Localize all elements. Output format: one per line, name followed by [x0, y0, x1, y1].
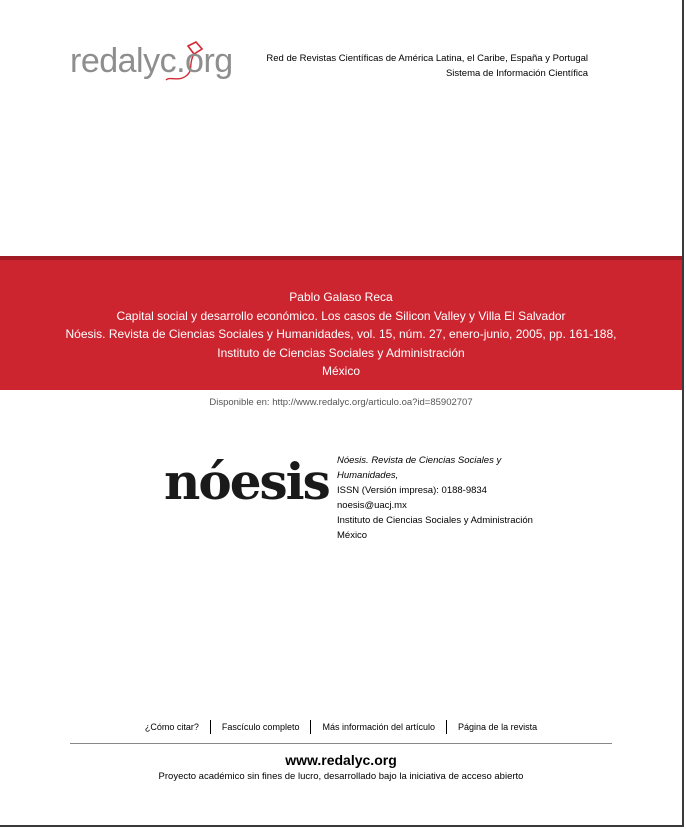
available-at-link[interactable]: Disponible en: http://www.redalyc.org/articulo.oa?id=85902707 [209, 397, 473, 408]
footer-links [0, 720, 682, 734]
network-line-2: Sistema de Información Científica [445, 68, 588, 79]
journal-page-link[interactable]: Página de la revista [458, 722, 538, 732]
journal-country: México [337, 530, 368, 541]
journal-name-line1: Nóesis. Revista de Ciencias Sociales y [337, 455, 502, 466]
footer-divider [70, 743, 612, 744]
footer-url[interactable]: www.redalyc.org [285, 752, 397, 768]
country: México [321, 364, 360, 378]
institution: Instituto de Ciencias Sociales y Administración [217, 345, 465, 360]
footer-tagline: Proyecto académico sin fines de lucro, desarrollado bajo la iniciativa de acceso abierto [158, 771, 524, 782]
article-title: Capital social y desarrollo económico. Los casos de Silicon Valley y Villa El Salvador [116, 308, 566, 323]
journal-institution: Instituto de Ciencias Sociales y Administración [337, 515, 533, 526]
citation: Nóesis. Revista de Ciencias Sociales y Humanidades, vol. 15, núm. 27, enero-junio, 2005, pp. 161-188, [65, 327, 617, 341]
redalyc-logo[interactable] [70, 40, 233, 84]
how-to-cite-link[interactable]: ¿Cómo citar? [144, 722, 199, 732]
journal-issn: ISSN (Versión impresa): 0188-9834 [337, 485, 487, 496]
logo-text: redalyc.org [70, 42, 233, 80]
journal-info [337, 453, 533, 543]
network-info [266, 51, 588, 81]
network-line-1: Red de Revistas Científicas de América Latina, el Caribe, España y Portugal [266, 53, 588, 64]
full-issue-link[interactable]: Fascículo completo [221, 722, 300, 732]
journal-name-line2: Humanidades, [337, 470, 399, 481]
noesis-logo: nóesis [164, 452, 329, 511]
article-banner [0, 256, 682, 390]
author: Pablo Galaso Reca [289, 290, 393, 304]
article-info-link[interactable]: Más información del artículo [322, 722, 436, 732]
journal-email[interactable]: noesis@uacj.mx [337, 500, 407, 511]
